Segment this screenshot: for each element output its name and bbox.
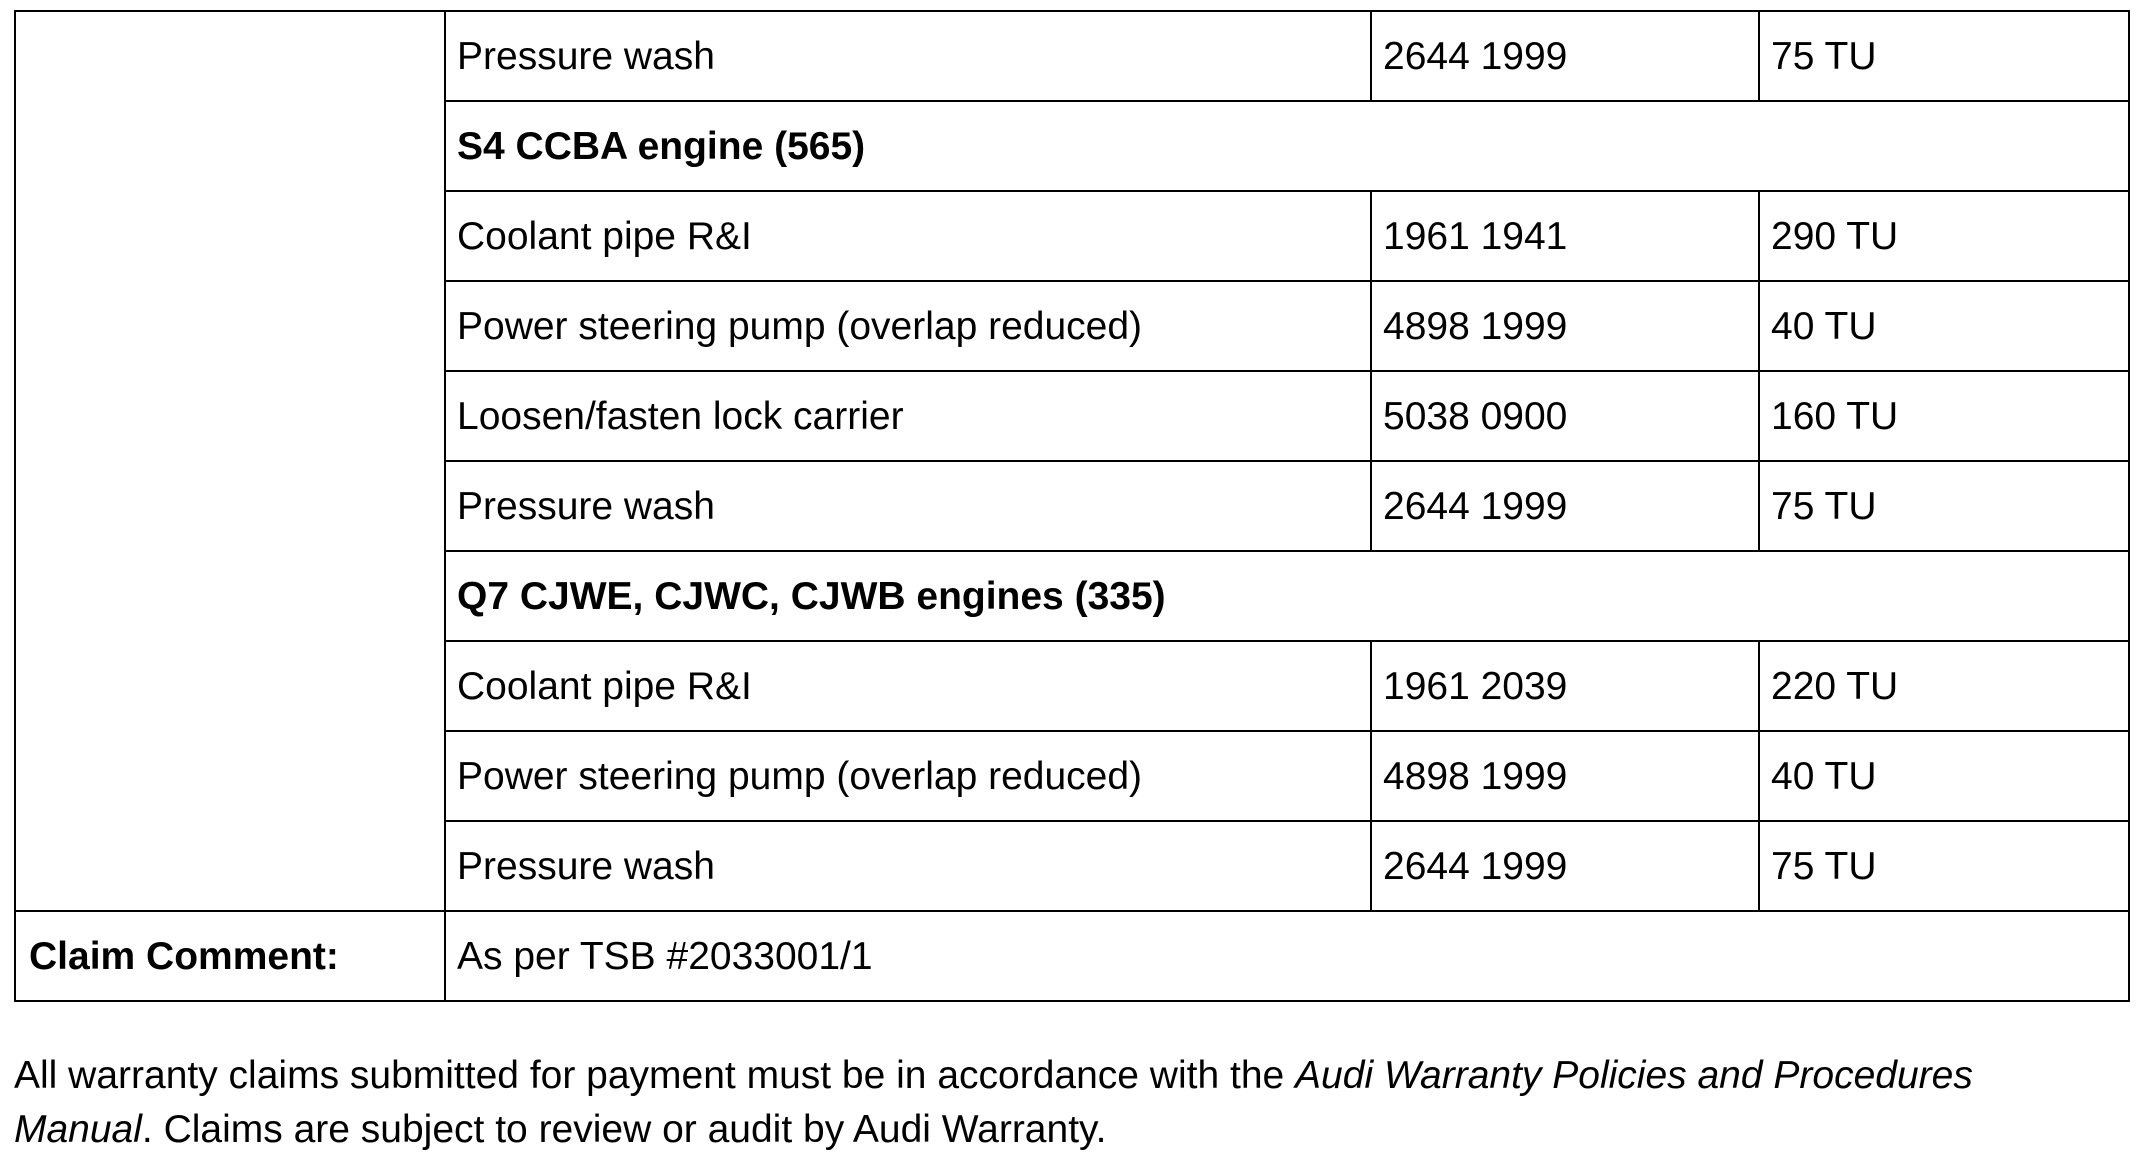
labor-op-cell: 1961 1941 xyxy=(1371,191,1759,281)
table-row xyxy=(15,11,2129,101)
manual-title-end: Manual xyxy=(14,1108,142,1151)
operation-cell: Pressure wash xyxy=(445,821,1371,911)
claim-comment-label: Claim Comment: xyxy=(15,911,445,1001)
time-units-cell: 75 TU xyxy=(1759,11,2129,101)
operation-cell: Pressure wash xyxy=(445,11,1371,101)
labor-op-cell: 4898 1999 xyxy=(1371,281,1759,371)
operation-cell: Power steering pump (overlap reduced) xyxy=(445,731,1371,821)
section-title: S4 CCBA engine (565) xyxy=(445,101,2129,191)
section-title: Q7 CJWE, CJWC, CJWB engines (335) xyxy=(445,551,2129,641)
labor-op-cell: 5038 0900 xyxy=(1371,371,1759,461)
time-units-cell: 290 TU xyxy=(1759,191,2129,281)
operation-cell: Coolant pipe R&I xyxy=(445,641,1371,731)
operation-cell: Coolant pipe R&I xyxy=(445,191,1371,281)
time-units-cell: 40 TU xyxy=(1759,731,2129,821)
blank-label-cell xyxy=(15,11,445,911)
operation-cell: Power steering pump (overlap reduced) xyxy=(445,281,1371,371)
claim-comment-row xyxy=(15,911,2129,1001)
labor-op-cell: 1961 2039 xyxy=(1371,641,1759,731)
footer-text-end: . Claims are subject to review or audit by Audi Warranty. xyxy=(141,1108,1107,1151)
operation-cell: Pressure wash xyxy=(445,461,1371,551)
labor-operations-table xyxy=(14,10,2130,1002)
time-units-cell: 75 TU xyxy=(1759,461,2129,551)
time-units-cell: 75 TU xyxy=(1759,821,2129,911)
claim-comment-value: As per TSB #2033001/1 xyxy=(445,911,2129,1001)
operation-cell: Loosen/fasten lock carrier xyxy=(445,371,1371,461)
footer-line-2 xyxy=(14,1103,2128,1157)
footer-text-start: All warranty claims submitted for payment must be in accordance with the xyxy=(14,1054,1296,1097)
time-units-cell: 160 TU xyxy=(1759,371,2129,461)
labor-op-cell: 2644 1999 xyxy=(1371,11,1759,101)
labor-op-cell: 2644 1999 xyxy=(1371,461,1759,551)
labor-op-cell: 4898 1999 xyxy=(1371,731,1759,821)
warranty-footer-note xyxy=(14,1049,2128,1157)
time-units-cell: 40 TU xyxy=(1759,281,2129,371)
labor-op-cell: 2644 1999 xyxy=(1371,821,1759,911)
time-units-cell: 220 TU xyxy=(1759,641,2129,731)
footer-line-1 xyxy=(14,1049,2128,1103)
manual-title: Audi Warranty Policies and Procedures xyxy=(1295,1054,1973,1097)
